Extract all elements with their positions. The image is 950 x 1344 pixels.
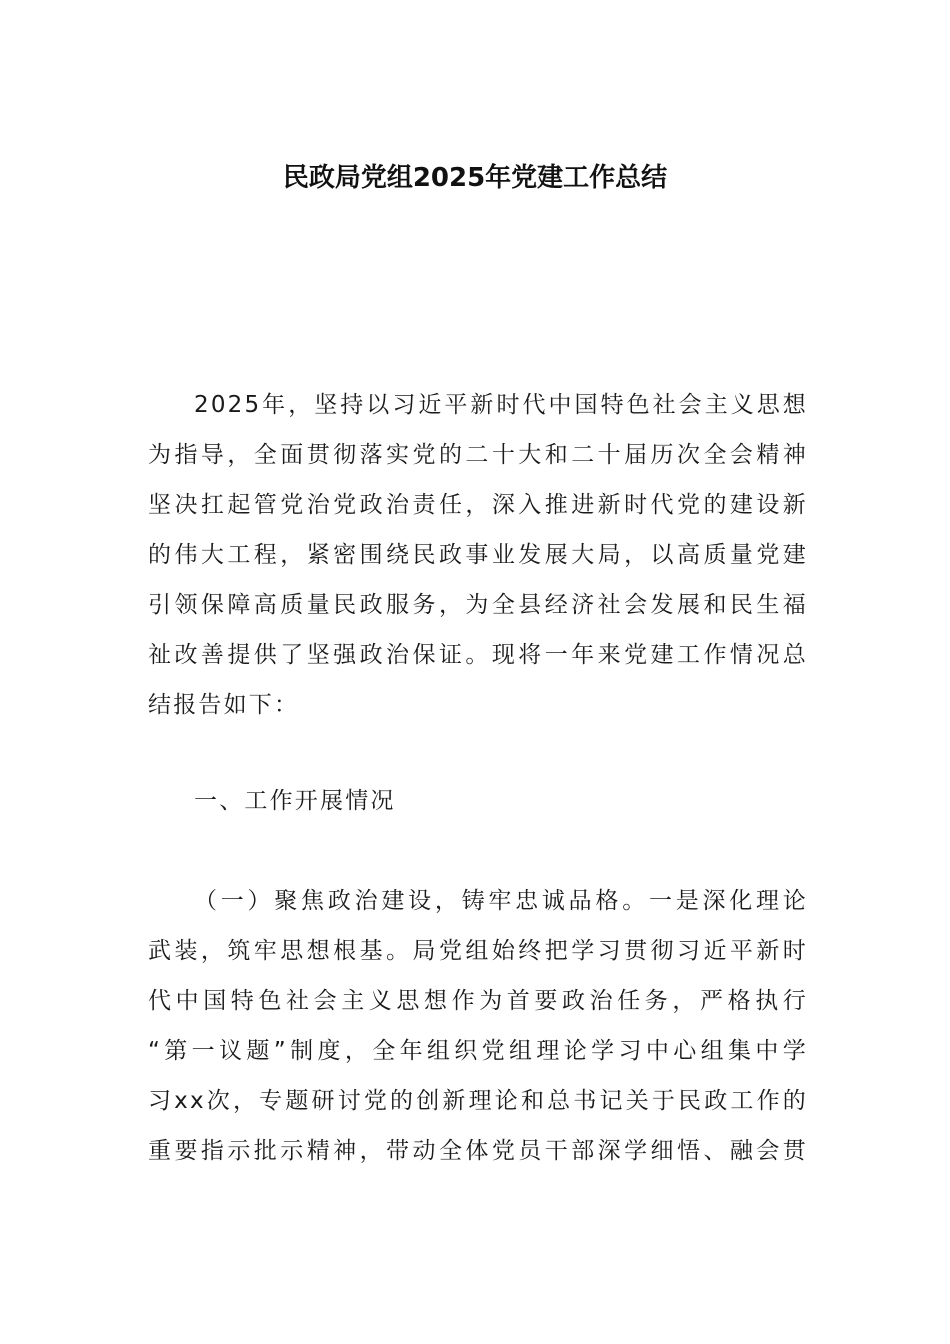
paragraph-line: “第一议题”制度，全年组织党组理论学习中心组集中学 bbox=[148, 1038, 808, 1064]
paragraph-line: （一）聚焦政治建设，铸牢忠诚品格。一是深化理论 bbox=[194, 888, 808, 914]
paragraph-line: 重要指示批示精神，带动全体党员干部深学细悟、融会贯 bbox=[148, 1138, 808, 1164]
paragraph-line: 习xx次，专题研讨党的创新理论和总书记关于民政工作的 bbox=[148, 1088, 808, 1114]
paragraph-line: 坚决扛起管党治党政治责任，深入推进新时代党的建设新 bbox=[148, 492, 808, 518]
paragraph-line: 引领保障高质量民政服务，为全县经济社会发展和民生福 bbox=[148, 592, 808, 618]
paragraph-line: 结报告如下： bbox=[148, 692, 300, 718]
paragraph-line: 祉改善提供了坚强政治保证。现将一年来党建工作情况总 bbox=[148, 642, 808, 668]
paragraph-line: 代中国特色社会主义思想作为首要政治任务，严格执行 bbox=[148, 988, 808, 1014]
paragraph-line: 为指导，全面贯彻落实党的二十大和二十届历次全会精神 bbox=[148, 442, 808, 468]
paragraph-line: 武装，筑牢思想根基。局党组始终把学习贯彻习近平新时 bbox=[148, 938, 808, 964]
document-title: 民政局党组2025年党建工作总结 bbox=[282, 163, 668, 193]
intro-paragraph bbox=[148, 380, 808, 730]
section1-paragraph bbox=[148, 876, 808, 1176]
paragraph-line: 的伟大工程，紧密围绕民政事业发展大局，以高质量党建 bbox=[148, 542, 808, 568]
paragraph-line: 2025年，坚持以习近平新时代中国特色社会主义思想 bbox=[194, 392, 808, 418]
section-heading: 一、工作开展情况 bbox=[194, 788, 396, 814]
